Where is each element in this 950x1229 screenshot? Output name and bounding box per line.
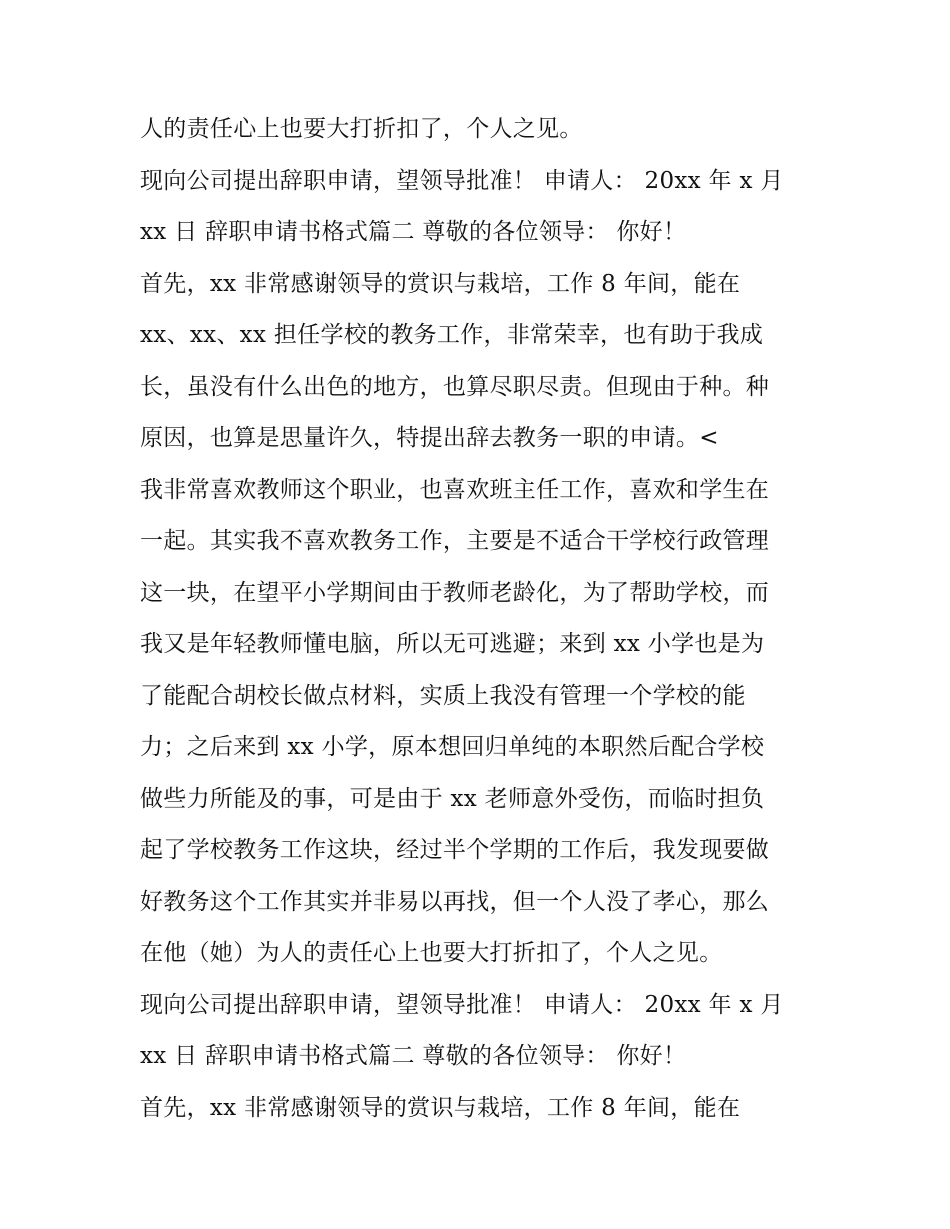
text-line: 现向公司提出辞职申请，望领导批准！ 申请人： 20xx 年 x 月 [140,991,784,1018]
text-line: 力；之后来到 xx 小学，原本想回归单纯的本职然后配合学校 [140,734,765,760]
text-line: 做些力所能及的事，可是由于 xx 老师意外受伤，而临时担负 [140,785,765,812]
text-line: 一起。其实我不喜欢教务工作，主要是不适合干学校行政管理 [140,528,770,554]
text-line: xx、xx、xx 担任学校的教务工作，非常荣幸，也有助于我成 [140,322,764,348]
text-line: 现向公司提出辞职申请，望领导批准！ 申请人： 20xx 年 x 月 [140,167,784,194]
text-line: 长，虽没有什么出色的地方，也算尽职尽责。但现由于种。种 [140,373,770,400]
text-line: 原因，也算是思量许久，特提出辞去教务一职的申请。< [140,425,719,451]
text-line: 了能配合胡校长做点材料，实质上我没有管理一个学校的能 [140,682,746,709]
text-line: xx 日 辞职申请书格式篇二 尊敬的各位领导： 你好！ [140,219,687,245]
text-line: 起了学校教务工作这块，经过半个学期的工作后，我发现要做 [140,837,770,863]
text-line: 首先，xx 非常感谢领导的赏识与栽培，工作 8 年间，能在 [140,1094,741,1121]
text-line: xx 日 辞职申请书格式篇二 尊敬的各位领导： 你好！ [140,1043,687,1069]
text-line: 好教务这个工作其实并非易以再找，但一个人没了孝心，那么 [140,888,770,915]
text-line: 这一块，在望平小学期间由于教师老龄化，为了帮助学校，而 [140,579,770,606]
document-body [140,104,820,1134]
text-line: 我又是年轻教师懂电脑，所以无可逃避；来到 xx 小学也是为 [140,631,765,657]
text-line: 在他（她）为人的责任心上也要大打折扣了，个人之见。 [140,940,723,966]
text-line: 人的责任心上也要大打折扣了，个人之见。 [140,116,583,142]
text-line: 首先，xx 非常感谢领导的赏识与栽培，工作 8 年间，能在 [140,270,741,297]
text-line: 我非常喜欢教师这个职业，也喜欢班主任工作，喜欢和学生在 [140,476,770,503]
